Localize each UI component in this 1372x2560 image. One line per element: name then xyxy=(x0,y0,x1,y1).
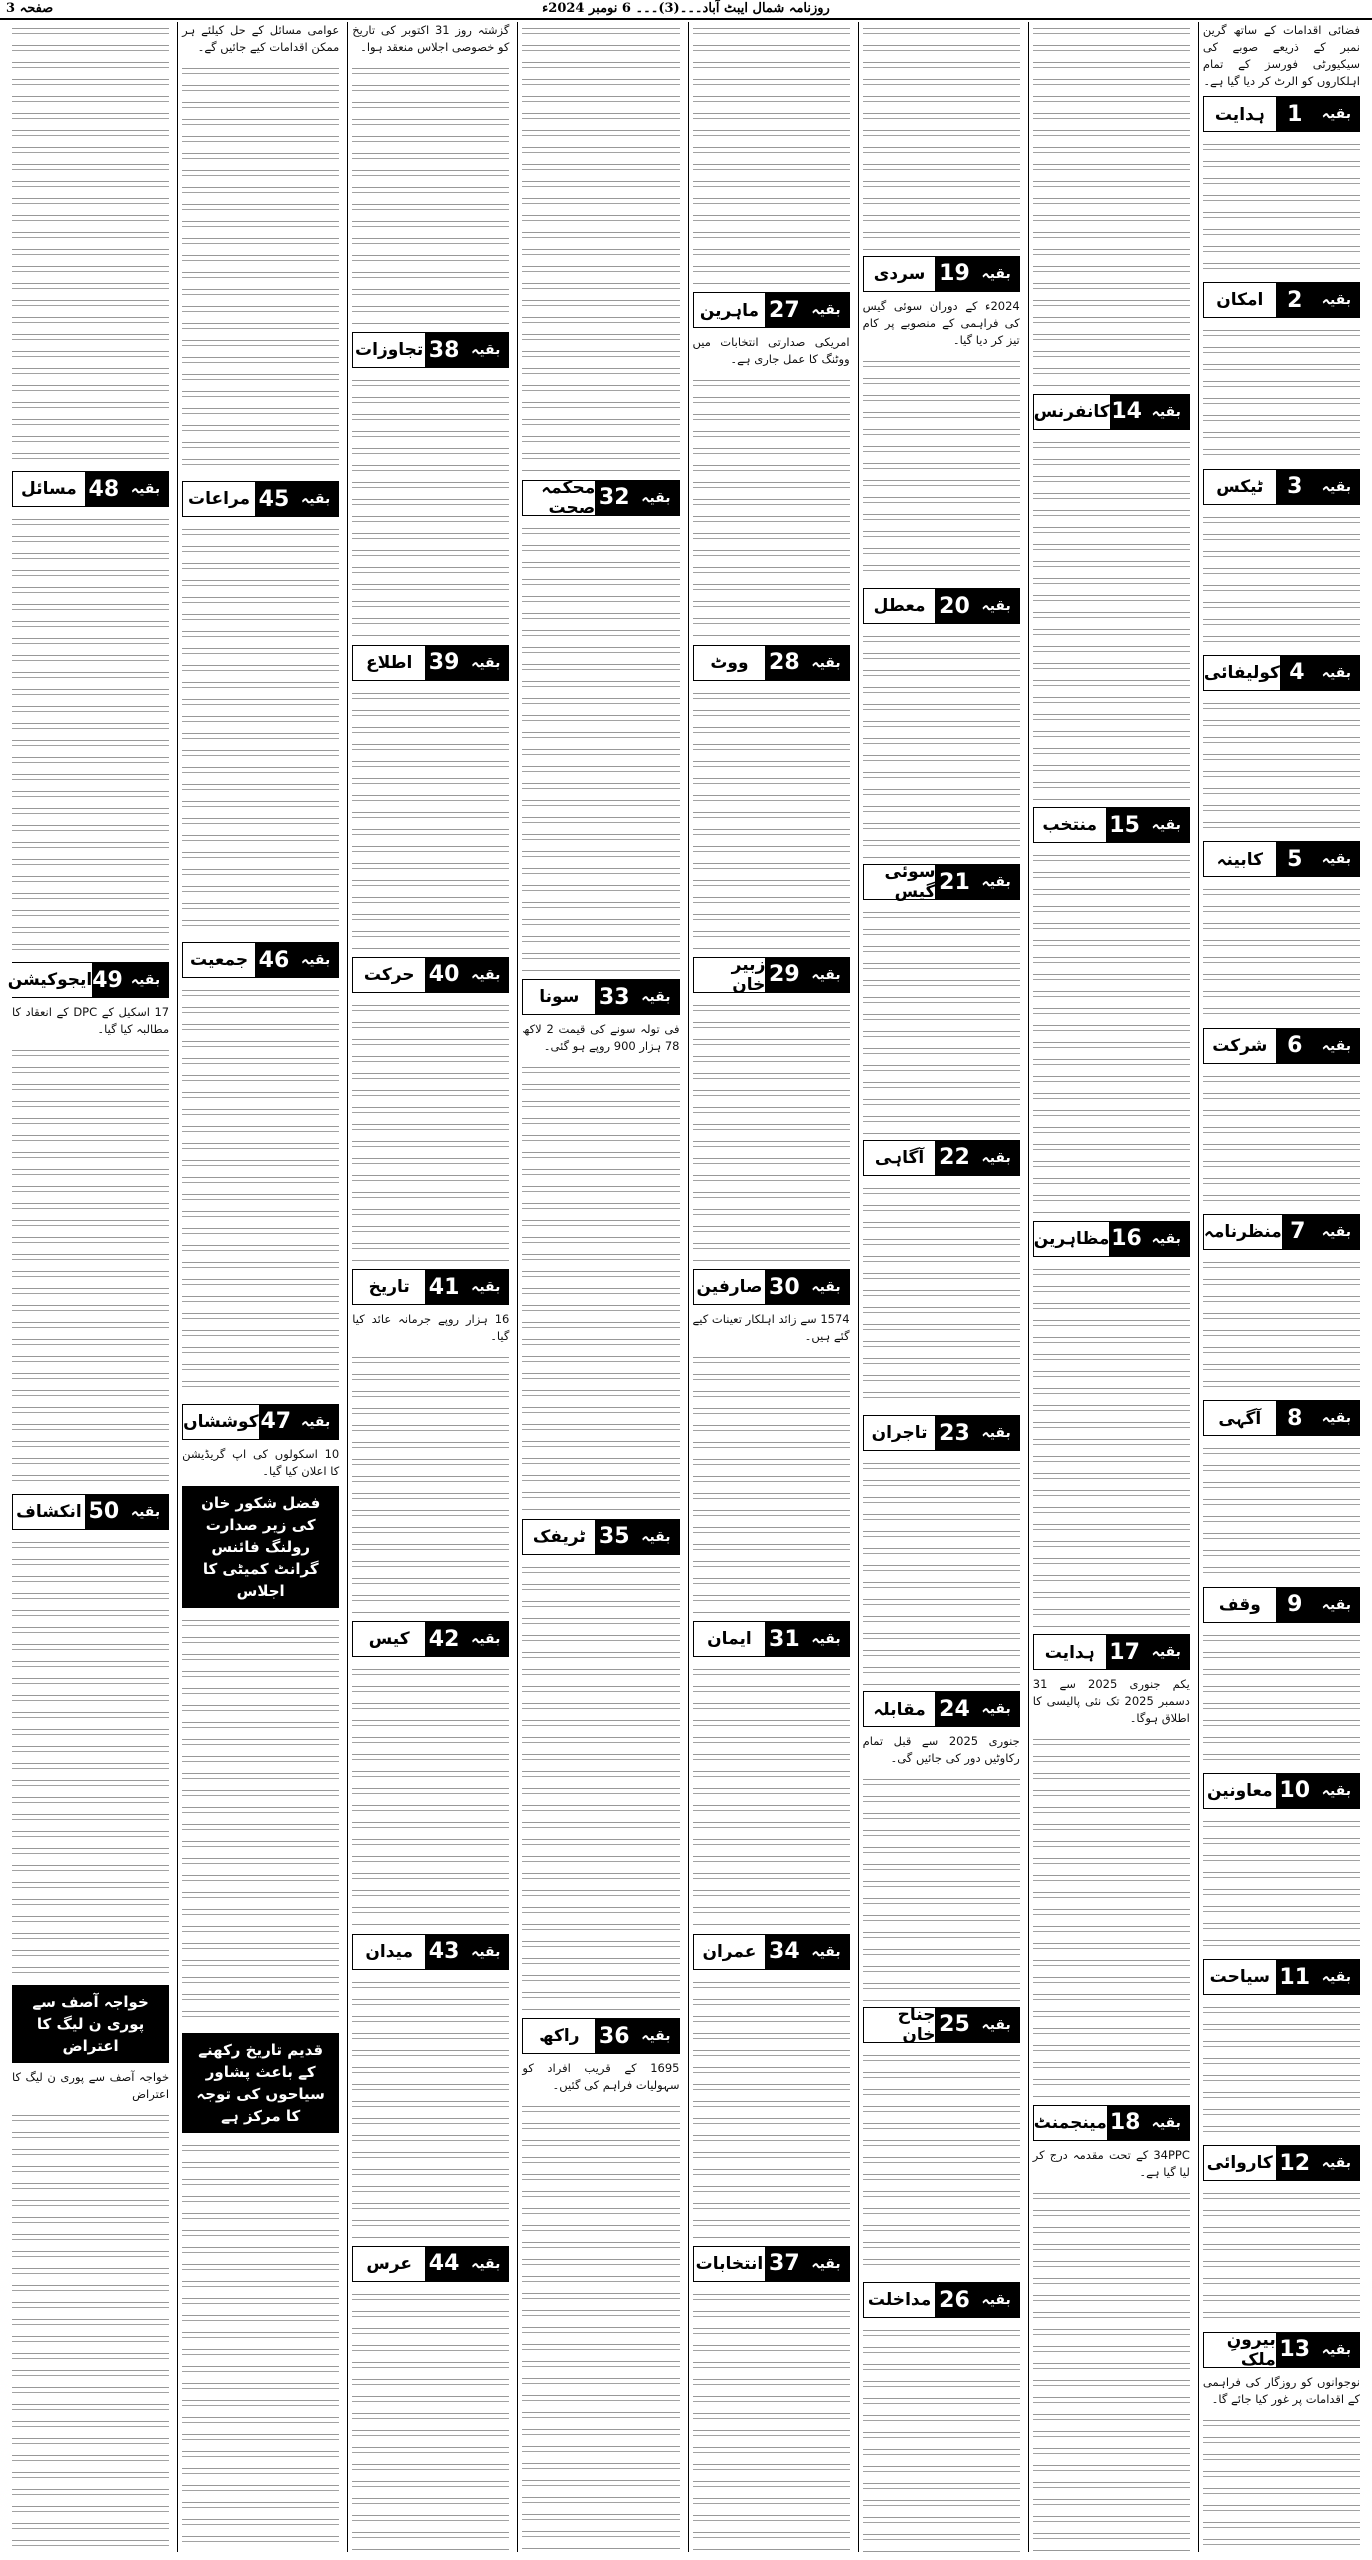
box-number: 21 xyxy=(935,865,973,899)
box-number: 42 xyxy=(425,1622,463,1656)
box-word: بقیہ xyxy=(1314,842,1359,876)
text-lines xyxy=(522,22,679,474)
box-label: راکھ xyxy=(523,2019,595,2053)
text-lines xyxy=(352,687,509,951)
box-number: 1 xyxy=(1276,97,1314,131)
box-number: 17 xyxy=(1106,1635,1144,1669)
box-word: بقیہ xyxy=(973,2008,1018,2042)
text-lines xyxy=(12,1536,169,1979)
box-label: اطلاع xyxy=(353,646,425,680)
text-lines xyxy=(182,62,339,475)
continuation-box xyxy=(1203,1959,1360,1995)
box-label: آگاہی xyxy=(864,1141,936,1175)
text-lines xyxy=(1033,22,1190,388)
box-number: 11 xyxy=(1276,1960,1314,1994)
box-number: 41 xyxy=(425,1270,463,1304)
text-lines xyxy=(693,22,850,286)
box-word: بقیہ xyxy=(463,1270,508,1304)
box-label: تاجران xyxy=(864,1416,936,1450)
box-word: بقیہ xyxy=(803,1622,848,1656)
continuation-box xyxy=(12,471,169,507)
text-lines xyxy=(1033,1733,1190,2099)
box-number: 2 xyxy=(1276,283,1314,317)
continuation-box xyxy=(1203,1214,1360,1250)
headline-banner: فضل شکور خان کی زیر صدارت رولنگ فائنس گرانٹ کمیٹی کا اجلاس xyxy=(182,1486,339,1608)
box-word: بقیہ xyxy=(1314,97,1359,131)
box-label: ماہرین xyxy=(694,293,766,327)
continuation-box xyxy=(352,2246,509,2282)
box-word: بقیہ xyxy=(633,481,678,515)
box-label: سیاحت xyxy=(1204,1960,1276,1994)
continuation-box xyxy=(1033,1221,1190,1257)
text-lines xyxy=(522,2100,679,2552)
snippet: فی تولہ سونے کی قیمت 2 لاکھ 78 ہزار 900 روپے ہو گئی۔ xyxy=(522,1022,680,1054)
box-word: بقیہ xyxy=(803,293,848,327)
column-7 xyxy=(177,22,343,2552)
text-lines xyxy=(863,1773,1020,2001)
box-label: منتخب xyxy=(1034,808,1106,842)
box-number: 24 xyxy=(935,1692,973,1726)
snippet: 34PPC کے تحت مقدمہ درج کر لیا گیا ہے۔ xyxy=(1032,2147,1190,2179)
box-word: بقیہ xyxy=(973,589,1018,623)
text-lines xyxy=(12,513,169,956)
box-word: بقیہ xyxy=(463,1622,508,1656)
snippet: فضائی اقدامات کے ساتھ گرین نمبر کے ذریعے صوبے کی سیکیورٹی فورسز کے تمام اہلکاروں کو الرٹ کر دیا گیا ہے۔ xyxy=(1202,23,1360,88)
box-word: بقیہ xyxy=(1314,470,1359,504)
text-lines xyxy=(12,2109,169,2552)
box-word: بقیہ xyxy=(633,1520,678,1554)
box-label: مداخلت xyxy=(864,2283,936,2317)
box-word: بقیہ xyxy=(803,1935,848,1969)
box-number: 20 xyxy=(935,589,973,623)
continuation-box xyxy=(1203,282,1360,318)
box-label: ایمان xyxy=(694,1622,766,1656)
box-word: بقیہ xyxy=(1144,808,1189,842)
box-label: انتخابات xyxy=(694,2247,766,2281)
box-label: کوششاں xyxy=(183,1405,258,1439)
text-lines xyxy=(1203,2001,1360,2139)
box-word: بقیہ xyxy=(1314,1588,1359,1622)
box-number: 40 xyxy=(425,958,463,992)
snippet: 17 اسکیل کے DPC کے انعقاد کا مطالبہ کیا گیا۔ xyxy=(12,1005,170,1037)
text-lines xyxy=(1203,2187,1360,2325)
continuation-box xyxy=(863,256,1020,292)
text-lines xyxy=(863,2049,1020,2277)
box-number: 22 xyxy=(935,1141,973,1175)
box-word: بقیہ xyxy=(1314,2146,1359,2180)
box-word: بقیہ xyxy=(1144,1635,1189,1669)
continuation-box xyxy=(352,1934,509,1970)
columns-grid xyxy=(8,22,1364,2552)
box-number: 32 xyxy=(595,481,633,515)
box-number: 4 xyxy=(1280,656,1314,690)
text-lines xyxy=(1033,436,1190,802)
box-label: عمران xyxy=(694,1935,766,1969)
box-number: 14 xyxy=(1110,395,1144,429)
continuation-box xyxy=(1203,2329,1360,2370)
snippet: 10 اسکولوں کی اپ گریڈیشن کا اعلان کیا گیا۔ xyxy=(182,1446,340,1478)
text-lines xyxy=(863,630,1020,858)
snippet: امریکی صدارتی انتخابات میں ووٹنگ کا عمل جاری ہے۔ xyxy=(692,335,850,367)
box-label: ٹریفک xyxy=(523,1520,595,1554)
text-lines xyxy=(1033,1263,1190,1629)
masthead xyxy=(0,0,1372,20)
page-number: صفحہ 3 xyxy=(6,1,54,16)
box-number: 50 xyxy=(85,1495,123,1529)
box-number: 49 xyxy=(92,963,123,997)
continuation-box xyxy=(863,1691,1020,1727)
text-lines xyxy=(693,374,850,638)
continuation-box xyxy=(8,962,169,998)
continuation-box xyxy=(863,2004,1020,2045)
continuation-box xyxy=(863,862,1020,903)
continuation-box xyxy=(522,478,679,519)
text-lines xyxy=(1203,1815,1360,1953)
continuation-box xyxy=(693,954,850,995)
box-number: 5 xyxy=(1276,842,1314,876)
snippet: عوامی مسائل کے حل کیلئے ہر ممکن اقدامات کیے جائیں گے۔ xyxy=(182,23,340,54)
box-word: بقیہ xyxy=(1144,1222,1189,1256)
box-word: بقیہ xyxy=(463,958,508,992)
box-word: بقیہ xyxy=(123,472,168,506)
snippet: 1574 سے زائد اہلکار تعینات کیے گئے ہیں۔ xyxy=(692,1312,850,1343)
text-lines xyxy=(693,1976,850,2240)
continuation-box xyxy=(522,979,679,1015)
continuation-box xyxy=(1203,96,1360,132)
box-label: معاونین xyxy=(1204,1774,1276,1808)
text-lines xyxy=(1203,1629,1360,1767)
continuation-box xyxy=(863,2282,1020,2318)
snippet: 1695 کے قریب افراد کو سہولیات فراہم کی گئیں۔ xyxy=(522,2061,680,2093)
box-label: آگہی xyxy=(1204,1401,1276,1435)
text-lines xyxy=(1203,1442,1360,1580)
text-lines xyxy=(12,1044,169,1487)
continuation-box xyxy=(1203,655,1360,691)
text-lines xyxy=(352,2288,509,2552)
box-label: ووٹ xyxy=(694,646,766,680)
box-label: زبیر خان xyxy=(694,958,766,992)
continuation-box xyxy=(522,1519,679,1555)
box-label: بیرونِ ملک xyxy=(1204,2333,1276,2367)
box-label: جمعیت xyxy=(183,943,255,977)
continuation-box xyxy=(863,1415,1020,1451)
continuation-box xyxy=(693,645,850,681)
continuation-box xyxy=(863,588,1020,624)
text-lines xyxy=(522,522,679,974)
text-lines xyxy=(863,1182,1020,1410)
box-number: 30 xyxy=(765,1270,803,1304)
box-label: حرکت xyxy=(353,958,425,992)
box-number: 7 xyxy=(1282,1215,1314,1249)
box-word: بقیہ xyxy=(803,958,848,992)
box-label: کاروائی xyxy=(1204,2146,1276,2180)
text-lines xyxy=(1033,849,1190,1215)
snippet: گزشتہ روز 31 اکتوبر کی تاریخ کو خصوصی اجلاس منعقد ہوا۔ xyxy=(352,23,510,54)
column-8 xyxy=(8,22,173,2552)
text-lines xyxy=(693,999,850,1263)
box-number: 29 xyxy=(765,958,803,992)
continuation-box xyxy=(182,481,339,517)
box-word: بقیہ xyxy=(803,646,848,680)
continuation-box xyxy=(352,332,509,368)
text-lines xyxy=(1203,1070,1360,1208)
text-lines xyxy=(1033,2187,1190,2553)
box-word: بقیہ xyxy=(1144,395,1189,429)
column-5 xyxy=(517,22,683,2552)
box-word: بقیہ xyxy=(1314,1029,1359,1063)
text-lines xyxy=(693,687,850,951)
box-word: بقیہ xyxy=(293,482,338,516)
snippet: جنوری 2025 سے قبل تمام رکاوٹیں دور کی جائیں گی۔ xyxy=(862,1734,1020,1766)
continuation-box xyxy=(1203,1028,1360,1064)
box-label: مسائل xyxy=(13,472,85,506)
box-label: میدان xyxy=(353,1935,425,1969)
box-number: 36 xyxy=(595,2019,633,2053)
box-number: 47 xyxy=(259,1405,293,1439)
box-number: 25 xyxy=(935,2008,973,2042)
text-lines xyxy=(1203,883,1360,1021)
box-label: ٹیکس xyxy=(1204,470,1276,504)
box-number: 44 xyxy=(425,2247,463,2281)
box-number: 23 xyxy=(935,1416,973,1450)
box-number: 26 xyxy=(935,2283,973,2317)
box-word: بقیہ xyxy=(973,865,1018,899)
box-word: بقیہ xyxy=(803,2247,848,2281)
box-word: بقیہ xyxy=(1144,2106,1189,2140)
box-number: 46 xyxy=(255,943,293,977)
text-lines xyxy=(12,22,169,465)
text-lines xyxy=(352,1663,509,1927)
continuation-box xyxy=(1203,469,1360,505)
snippet: یکم جنوری 2025 سے 31 دسمبر 2025 تک نئی پالیسی کا اطلاق ہوگا۔ xyxy=(1032,1677,1190,1725)
box-label: عرس xyxy=(353,2247,425,2281)
text-lines xyxy=(863,355,1020,583)
box-number: 12 xyxy=(1276,2146,1314,2180)
box-number: 27 xyxy=(765,293,803,327)
text-lines xyxy=(693,1351,850,1615)
box-word: بقیہ xyxy=(1314,1401,1359,1435)
continuation-box xyxy=(522,2018,679,2054)
box-word: بقیہ xyxy=(1314,1960,1359,1994)
continuation-box xyxy=(352,1621,509,1657)
continuation-box xyxy=(1033,807,1190,843)
text-lines xyxy=(352,999,509,1263)
continuation-box xyxy=(693,292,850,328)
column-4 xyxy=(688,22,854,2552)
box-word: بقیہ xyxy=(123,1495,168,1529)
continuation-box xyxy=(1033,2105,1190,2141)
snippet: 2024ء کے دوران سوئی گیس کی فراہمی کے منصوبے پر کام تیز کر دیا گیا۔ xyxy=(862,298,1020,347)
box-label: کیس xyxy=(353,1622,425,1656)
continuation-box xyxy=(352,645,509,681)
continuation-box xyxy=(1203,1587,1360,1623)
column-3 xyxy=(858,22,1024,2552)
text-lines xyxy=(1203,324,1360,462)
continuation-box xyxy=(12,1494,169,1530)
box-word: بقیہ xyxy=(1314,1774,1359,1808)
box-number: 35 xyxy=(595,1520,633,1554)
box-label: صارفین xyxy=(694,1270,766,1304)
box-number: 16 xyxy=(1109,1222,1143,1256)
continuation-box xyxy=(693,2246,850,2282)
box-number: 6 xyxy=(1276,1029,1314,1063)
continuation-box xyxy=(182,942,339,978)
box-word: بقیہ xyxy=(973,2283,1018,2317)
column-2 xyxy=(1028,22,1194,2552)
box-label: تاریخ xyxy=(353,1270,425,1304)
continuation-box xyxy=(352,957,509,993)
box-label: کانفرنس xyxy=(1034,395,1110,429)
box-number: 38 xyxy=(425,333,463,367)
box-number: 8 xyxy=(1276,1401,1314,1435)
box-word: بقیہ xyxy=(1314,2333,1359,2367)
text-lines xyxy=(1203,511,1360,649)
text-lines xyxy=(863,22,1020,250)
box-word: بقیہ xyxy=(973,1141,1018,1175)
continuation-box xyxy=(1033,394,1190,430)
snippet: نوجوانوں کو روزگار کی فراہمی کے اقدامات پر غور کیا جائے گا۔ xyxy=(1202,2374,1360,2406)
snippet: خواجہ آصف سے پوری ن لیگ کا اعتراض xyxy=(12,2069,170,2101)
box-number: 37 xyxy=(765,2247,803,2281)
text-lines xyxy=(1203,697,1360,835)
text-lines xyxy=(863,1457,1020,1685)
box-label: محکمہ صحت xyxy=(523,481,595,515)
box-label: ہدایت xyxy=(1034,1635,1106,1669)
box-word: بقیہ xyxy=(633,980,678,1014)
box-word: بقیہ xyxy=(463,333,508,367)
box-number: 9 xyxy=(1276,1588,1314,1622)
box-number: 13 xyxy=(1276,2333,1314,2367)
box-number: 45 xyxy=(255,482,293,516)
box-label: شرکت xyxy=(1204,1029,1276,1063)
box-label: مظاہرین xyxy=(1034,1222,1110,1256)
text-lines xyxy=(182,984,339,1397)
continuation-box xyxy=(1203,1400,1360,1436)
snippet: 16 ہزار روپے جرمانہ عائد کیا گیا۔ xyxy=(352,1312,510,1343)
text-lines xyxy=(863,906,1020,1134)
continuation-box xyxy=(1203,1773,1360,1809)
text-lines xyxy=(182,523,339,936)
continuation-box xyxy=(182,1404,339,1440)
box-label: کولیفائی xyxy=(1204,656,1280,690)
masthead-title: روزنامہ شمال ایبٹ آباد۔۔۔(3)۔۔۔ 6 نومبر 2024ء xyxy=(542,1,830,16)
text-lines xyxy=(1203,1256,1360,1394)
box-label: وقف xyxy=(1204,1588,1276,1622)
continuation-box xyxy=(1203,841,1360,877)
text-lines xyxy=(182,1614,339,2027)
box-label: سردی xyxy=(864,257,936,291)
box-word: بقیہ xyxy=(293,943,338,977)
box-word: بقیہ xyxy=(973,1692,1018,1726)
box-word: بقیہ xyxy=(463,2247,508,2281)
box-label: ایجوکیشن xyxy=(8,963,92,997)
box-label: مینجمنٹ xyxy=(1034,2106,1107,2140)
box-number: 28 xyxy=(765,646,803,680)
column-1 xyxy=(1198,22,1364,2552)
box-word: بقیہ xyxy=(1314,656,1359,690)
box-label: سونا xyxy=(523,980,595,1014)
box-word: بقیہ xyxy=(1314,1215,1359,1249)
box-word: بقیہ xyxy=(633,2019,678,2053)
box-label: تجاوزات xyxy=(353,333,425,367)
continuation-box xyxy=(693,1269,850,1305)
text-lines xyxy=(863,2324,1020,2552)
continuation-box xyxy=(352,1269,509,1305)
box-word: بقیہ xyxy=(293,1405,338,1439)
box-number: 43 xyxy=(425,1935,463,1969)
box-number: 34 xyxy=(765,1935,803,1969)
continuation-box xyxy=(863,1140,1020,1176)
box-label: مراعات xyxy=(183,482,255,516)
text-lines xyxy=(1203,2414,1360,2552)
box-word: بقیہ xyxy=(463,646,508,680)
box-word: بقیہ xyxy=(123,963,168,997)
continuation-box xyxy=(1033,1634,1190,1670)
box-word: بقیہ xyxy=(1314,283,1359,317)
box-label: انکشاف xyxy=(13,1495,85,1529)
box-number: 18 xyxy=(1107,2106,1144,2140)
box-word: بقیہ xyxy=(973,1416,1018,1450)
box-number: 39 xyxy=(425,646,463,680)
text-lines xyxy=(352,1351,509,1615)
continuation-box xyxy=(693,1934,850,1970)
text-lines xyxy=(182,2139,339,2552)
box-label: مقابلہ xyxy=(864,1692,936,1726)
box-label: معطل xyxy=(864,589,936,623)
text-lines xyxy=(522,1561,679,2013)
text-lines xyxy=(352,62,509,326)
box-number: 33 xyxy=(595,980,633,1014)
text-lines xyxy=(693,1663,850,1927)
text-lines xyxy=(352,1976,509,2240)
text-lines xyxy=(352,374,509,638)
box-number: 19 xyxy=(935,257,973,291)
box-number: 3 xyxy=(1276,470,1314,504)
continuation-box xyxy=(693,1621,850,1657)
box-number: 10 xyxy=(1276,1774,1314,1808)
headline-banner: قدیم تاریخ رکھنے کے باعث پشاور سیاحوں کی توجہ کا مرکز ہے xyxy=(182,2033,339,2133)
box-number: 31 xyxy=(765,1622,803,1656)
box-number: 48 xyxy=(85,472,123,506)
continuation-box xyxy=(1203,2145,1360,2181)
box-word: بقیہ xyxy=(803,1270,848,1304)
box-label: کابینہ xyxy=(1204,842,1276,876)
box-label: جناح خان xyxy=(864,2008,936,2042)
box-number: 15 xyxy=(1106,808,1144,842)
text-lines xyxy=(522,1061,679,1513)
column-6 xyxy=(347,22,513,2552)
box-word: بقیہ xyxy=(973,257,1018,291)
headline-banner: خواجہ آصف سے پوری ن لیگ کا اعتراض xyxy=(12,1985,169,2063)
text-lines xyxy=(693,2288,850,2552)
box-word: بقیہ xyxy=(463,1935,508,1969)
box-label: ہدایت xyxy=(1204,97,1276,131)
box-label: منظرنامہ xyxy=(1204,1215,1282,1249)
text-lines xyxy=(1203,138,1360,276)
box-label: امکان xyxy=(1204,283,1276,317)
box-label: سوئی گیس xyxy=(864,865,936,899)
